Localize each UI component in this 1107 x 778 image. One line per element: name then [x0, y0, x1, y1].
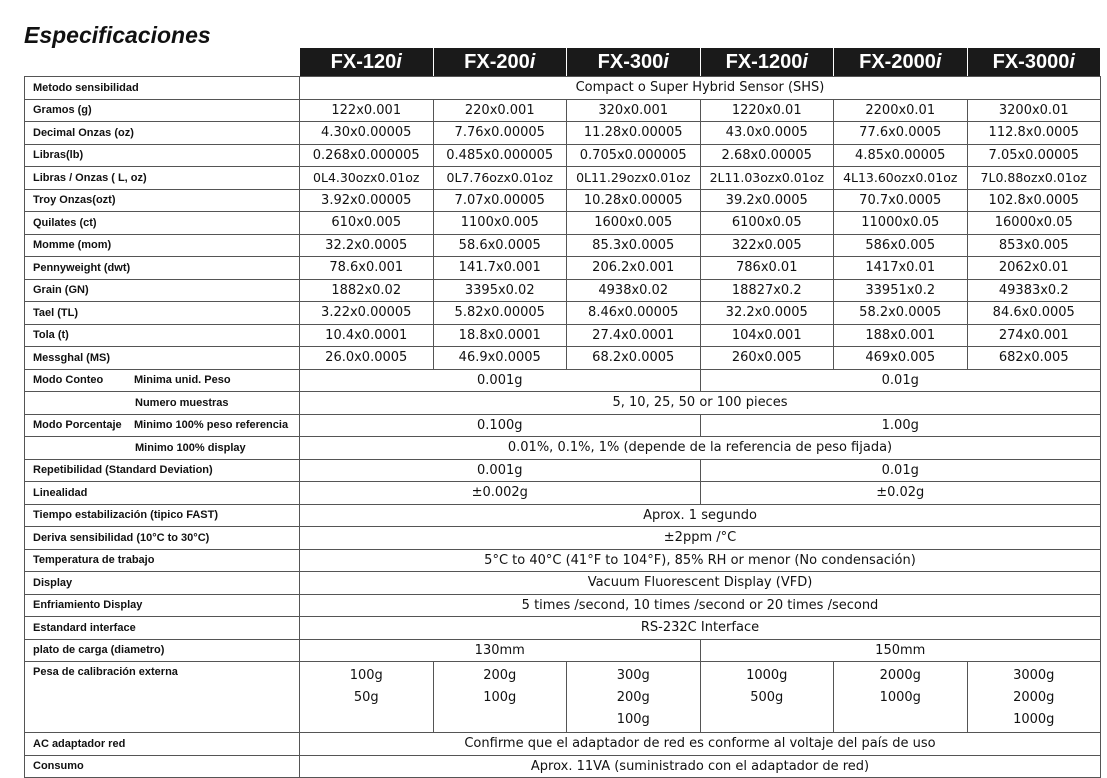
- row-value: 0.705x0.000005: [567, 144, 701, 167]
- row-value: 85.3x0.0005: [567, 234, 701, 257]
- row-value: Compact o Super Hybrid Sensor (SHS): [300, 77, 1101, 100]
- model-header: FX-2000i: [834, 48, 968, 77]
- row-value: 122x0.001: [300, 99, 434, 122]
- row-consumo: [25, 755, 1101, 778]
- row-value: 0L7.76ozx0.01oz: [433, 167, 567, 190]
- row-label: AC adaptador red: [25, 733, 300, 756]
- row-value: 7.07x0.00005: [433, 189, 567, 212]
- row-value: Confirme que el adaptador de red es conforme al voltaje del país de uso: [300, 733, 1101, 756]
- row-value: 141.7x0.001: [433, 257, 567, 280]
- row-value: 206.2x0.001: [567, 257, 701, 280]
- row-value: 0L4.30ozx0.01oz: [300, 167, 434, 190]
- row-value: 0L11.29ozx0.01oz: [567, 167, 701, 190]
- row-value: 70.7x0.0005: [834, 189, 968, 212]
- row-value: 68.2x0.0005: [567, 347, 701, 370]
- row-value: 7.76x0.00005: [433, 122, 567, 145]
- row-pennyweight: [25, 257, 1101, 280]
- row-decimal-onzas: [25, 122, 1101, 145]
- row-value: 0.001g: [300, 459, 701, 482]
- weight-value: 100g: [616, 712, 650, 727]
- row-value: 2062x0.01: [967, 257, 1101, 280]
- weight-value: 200g: [616, 690, 650, 705]
- row-temperatura: [25, 549, 1101, 572]
- row-value: 43.0x0.0005: [700, 122, 834, 145]
- row-label: Linealidad: [25, 482, 300, 505]
- row-value: 853x0.005: [967, 234, 1101, 257]
- row-label: Estandard interface: [25, 617, 300, 640]
- row-quilates: [25, 212, 1101, 235]
- row-value: Vacuum Fluorescent Display (VFD): [300, 572, 1101, 595]
- weight-value: 100g: [483, 690, 517, 705]
- row-value: 220x0.001: [433, 99, 567, 122]
- row-value: 4L13.60ozx0.01oz: [834, 167, 968, 190]
- weight-value: 200g: [483, 668, 517, 683]
- weight-value: 1000g: [1013, 712, 1055, 727]
- model-header: FX-200i: [433, 48, 567, 77]
- row-value: 18827x0.2: [700, 279, 834, 302]
- row-value: 682x0.005: [967, 347, 1101, 370]
- row-value: 5.82x0.00005: [433, 302, 567, 325]
- row-value: 10.4x0.0001: [300, 324, 434, 347]
- sub-label: Minima unid. Peso: [134, 374, 231, 387]
- row-value: [834, 662, 968, 733]
- row-value: 150mm: [700, 639, 1101, 662]
- row-value: 1600x0.005: [567, 212, 701, 235]
- row-plato: [25, 639, 1101, 662]
- row-label: Minimo 100% display: [25, 437, 300, 460]
- model-header-row: [25, 48, 1101, 77]
- row-value: 188x0.001: [834, 324, 968, 347]
- row-value: 5°C to 40°C (41°F to 104°F), 85% RH or menor (No condensación): [300, 549, 1101, 572]
- weight-value: 50g: [353, 690, 379, 705]
- row-label: Grain (GN): [25, 279, 300, 302]
- row-tola: [25, 324, 1101, 347]
- weight-value: 3000g: [1013, 668, 1055, 683]
- row-value: 84.6x0.0005: [967, 302, 1101, 325]
- model-header: FX-3000i: [967, 48, 1101, 77]
- row-value: 10.28x0.00005: [567, 189, 701, 212]
- row-value: 4.85x0.00005: [834, 144, 968, 167]
- row-value: 77.6x0.0005: [834, 122, 968, 145]
- weight-value: 2000g: [879, 668, 921, 683]
- row-value: 33951x0.2: [834, 279, 968, 302]
- row-repetibilidad: [25, 459, 1101, 482]
- row-value: 58.6x0.0005: [433, 234, 567, 257]
- row-value: 1220x0.01: [700, 99, 834, 122]
- row-value: 102.8x0.0005: [967, 189, 1101, 212]
- row-value: 0.01g: [700, 459, 1101, 482]
- header-blank-cell: [25, 48, 300, 77]
- row-value: 3.92x0.00005: [300, 189, 434, 212]
- row-value: 0.01%, 0.1%, 1% (depende de la referencia de peso fijada): [300, 437, 1101, 460]
- row-value: 27.4x0.0001: [567, 324, 701, 347]
- row-value: 46.9x0.0005: [433, 347, 567, 370]
- row-value: Aprox. 1 segundo: [300, 504, 1101, 527]
- row-value: 7L0.88ozx0.01oz: [967, 167, 1101, 190]
- row-value: 1882x0.02: [300, 279, 434, 302]
- row-label: [25, 414, 300, 437]
- row-value: 16000x0.05: [967, 212, 1101, 235]
- row-value: ±2ppm /°C: [300, 527, 1101, 550]
- row-label: Quilates (ct): [25, 212, 300, 235]
- row-value: 786x0.01: [700, 257, 834, 280]
- row-value: 1.00g: [700, 414, 1101, 437]
- row-value: 5, 10, 25, 50 or 100 pieces: [300, 392, 1101, 415]
- row-label: Tola (t): [25, 324, 300, 347]
- row-value: 1417x0.01: [834, 257, 968, 280]
- row-label: Momme (mom): [25, 234, 300, 257]
- row-display: [25, 572, 1101, 595]
- row-grain: [25, 279, 1101, 302]
- row-value: 586x0.005: [834, 234, 968, 257]
- weight-value: 100g: [349, 668, 383, 683]
- row-value: 32.2x0.0005: [700, 302, 834, 325]
- row-porcentaje-display: [25, 437, 1101, 460]
- row-value: 18.8x0.0001: [433, 324, 567, 347]
- row-tiempo: [25, 504, 1101, 527]
- row-value: 322x0.005: [700, 234, 834, 257]
- row-label: Metodo sensibilidad: [25, 77, 300, 100]
- row-label: Consumo: [25, 755, 300, 778]
- row-libras-onzas: [25, 167, 1101, 190]
- row-value: 7.05x0.00005: [967, 144, 1101, 167]
- row-value: 320x0.001: [567, 99, 701, 122]
- row-value: 39.2x0.0005: [700, 189, 834, 212]
- row-label: Tael (TL): [25, 302, 300, 325]
- row-value: [300, 662, 434, 733]
- row-value: 58.2x0.0005: [834, 302, 968, 325]
- row-value: 3200x0.01: [967, 99, 1101, 122]
- row-value: ±0.02g: [700, 482, 1101, 505]
- row-value: 274x0.001: [967, 324, 1101, 347]
- row-value: 0.485x0.000005: [433, 144, 567, 167]
- model-header: FX-1200i: [700, 48, 834, 77]
- row-value: 78.6x0.001: [300, 257, 434, 280]
- row-value: 112.8x0.0005: [967, 122, 1101, 145]
- group-label: Modo Conteo: [33, 374, 104, 387]
- row-label: Pennyweight (dwt): [25, 257, 300, 280]
- row-value: 2200x0.01: [834, 99, 968, 122]
- row-label: Libras / Onzas ( L, oz): [25, 167, 300, 190]
- weight-value: 300g: [616, 668, 650, 683]
- row-label: Messghal (MS): [25, 347, 300, 370]
- row-value: 2L11.03ozx0.01oz: [700, 167, 834, 190]
- row-value: 49383x0.2: [967, 279, 1101, 302]
- row-value: [967, 662, 1101, 733]
- row-value: 0.01g: [700, 369, 1101, 392]
- row-value: 4938x0.02: [567, 279, 701, 302]
- row-metodo: [25, 77, 1101, 100]
- row-value: 0.001g: [300, 369, 701, 392]
- row-libras: [25, 144, 1101, 167]
- row-value: 0.100g: [300, 414, 701, 437]
- row-value: 4.30x0.00005: [300, 122, 434, 145]
- row-value: 8.46x0.00005: [567, 302, 701, 325]
- row-label: Gramos (g): [25, 99, 300, 122]
- row-messghal: [25, 347, 1101, 370]
- row-label: Enfriamiento Display: [25, 594, 300, 617]
- row-label: Libras(lb): [25, 144, 300, 167]
- weight-value: 2000g: [1013, 690, 1055, 705]
- row-value: 6100x0.05: [700, 212, 834, 235]
- row-value: 3395x0.02: [433, 279, 567, 302]
- row-pesa-calibracion: [25, 662, 1101, 733]
- row-gramos: [25, 99, 1101, 122]
- row-label: Tiempo estabilización (tipico FAST): [25, 504, 300, 527]
- row-value: 3.22x0.00005: [300, 302, 434, 325]
- row-enfriamiento: [25, 594, 1101, 617]
- sub-label: Minimo 100% peso referencia: [134, 419, 289, 432]
- row-value: 260x0.005: [700, 347, 834, 370]
- row-value: 0.268x0.000005: [300, 144, 434, 167]
- row-value: 26.0x0.0005: [300, 347, 434, 370]
- row-deriva: [25, 527, 1101, 550]
- row-label: Numero muestras: [25, 392, 300, 415]
- row-label: Pesa de calibración externa: [25, 662, 300, 733]
- page-title: Especificaciones: [24, 22, 211, 48]
- row-value: [567, 662, 701, 733]
- row-label: Display: [25, 572, 300, 595]
- row-label: Troy Onzas(ozt): [25, 189, 300, 212]
- row-value: [700, 662, 834, 733]
- row-value: 469x0.005: [834, 347, 968, 370]
- row-value: Aprox. 11VA (suministrado con el adaptador de red): [300, 755, 1101, 778]
- weight-value: 1000g: [746, 668, 788, 683]
- row-label: plato de carga (diametro): [25, 639, 300, 662]
- row-value: ±0.002g: [300, 482, 701, 505]
- group-label: Modo Porcentaje: [33, 419, 122, 432]
- row-value: 11.28x0.00005: [567, 122, 701, 145]
- row-value: [433, 662, 567, 733]
- row-value: 104x0.001: [700, 324, 834, 347]
- row-interface: [25, 617, 1101, 640]
- row-conteo-numero: [25, 392, 1101, 415]
- row-label: [25, 369, 300, 392]
- row-conteo-minima: [25, 369, 1101, 392]
- row-label: Repetibilidad (Standard Deviation): [25, 459, 300, 482]
- row-value: RS-232C Interface: [300, 617, 1101, 640]
- row-ac-adaptador: [25, 733, 1101, 756]
- model-header: FX-120i: [300, 48, 434, 77]
- row-linealidad: [25, 482, 1101, 505]
- row-label: Deriva sensibilidad (10°C to 30°C): [25, 527, 300, 550]
- row-label: Temperatura de trabajo: [25, 549, 300, 572]
- row-troy-onzas: [25, 189, 1101, 212]
- row-tael: [25, 302, 1101, 325]
- model-header: FX-300i: [567, 48, 701, 77]
- row-porcentaje-referencia: [25, 414, 1101, 437]
- row-value: 5 times /second, 10 times /second or 20 times /second: [300, 594, 1101, 617]
- row-value: 11000x0.05: [834, 212, 968, 235]
- row-label: Decimal Onzas (oz): [25, 122, 300, 145]
- row-value: 1100x0.005: [433, 212, 567, 235]
- row-value: 2.68x0.00005: [700, 144, 834, 167]
- row-value: 130mm: [300, 639, 701, 662]
- specifications-table: [24, 47, 1101, 778]
- weight-value: 500g: [750, 690, 784, 705]
- row-value: 32.2x0.0005: [300, 234, 434, 257]
- row-value: 610x0.005: [300, 212, 434, 235]
- weight-value: 1000g: [879, 690, 921, 705]
- row-momme: [25, 234, 1101, 257]
